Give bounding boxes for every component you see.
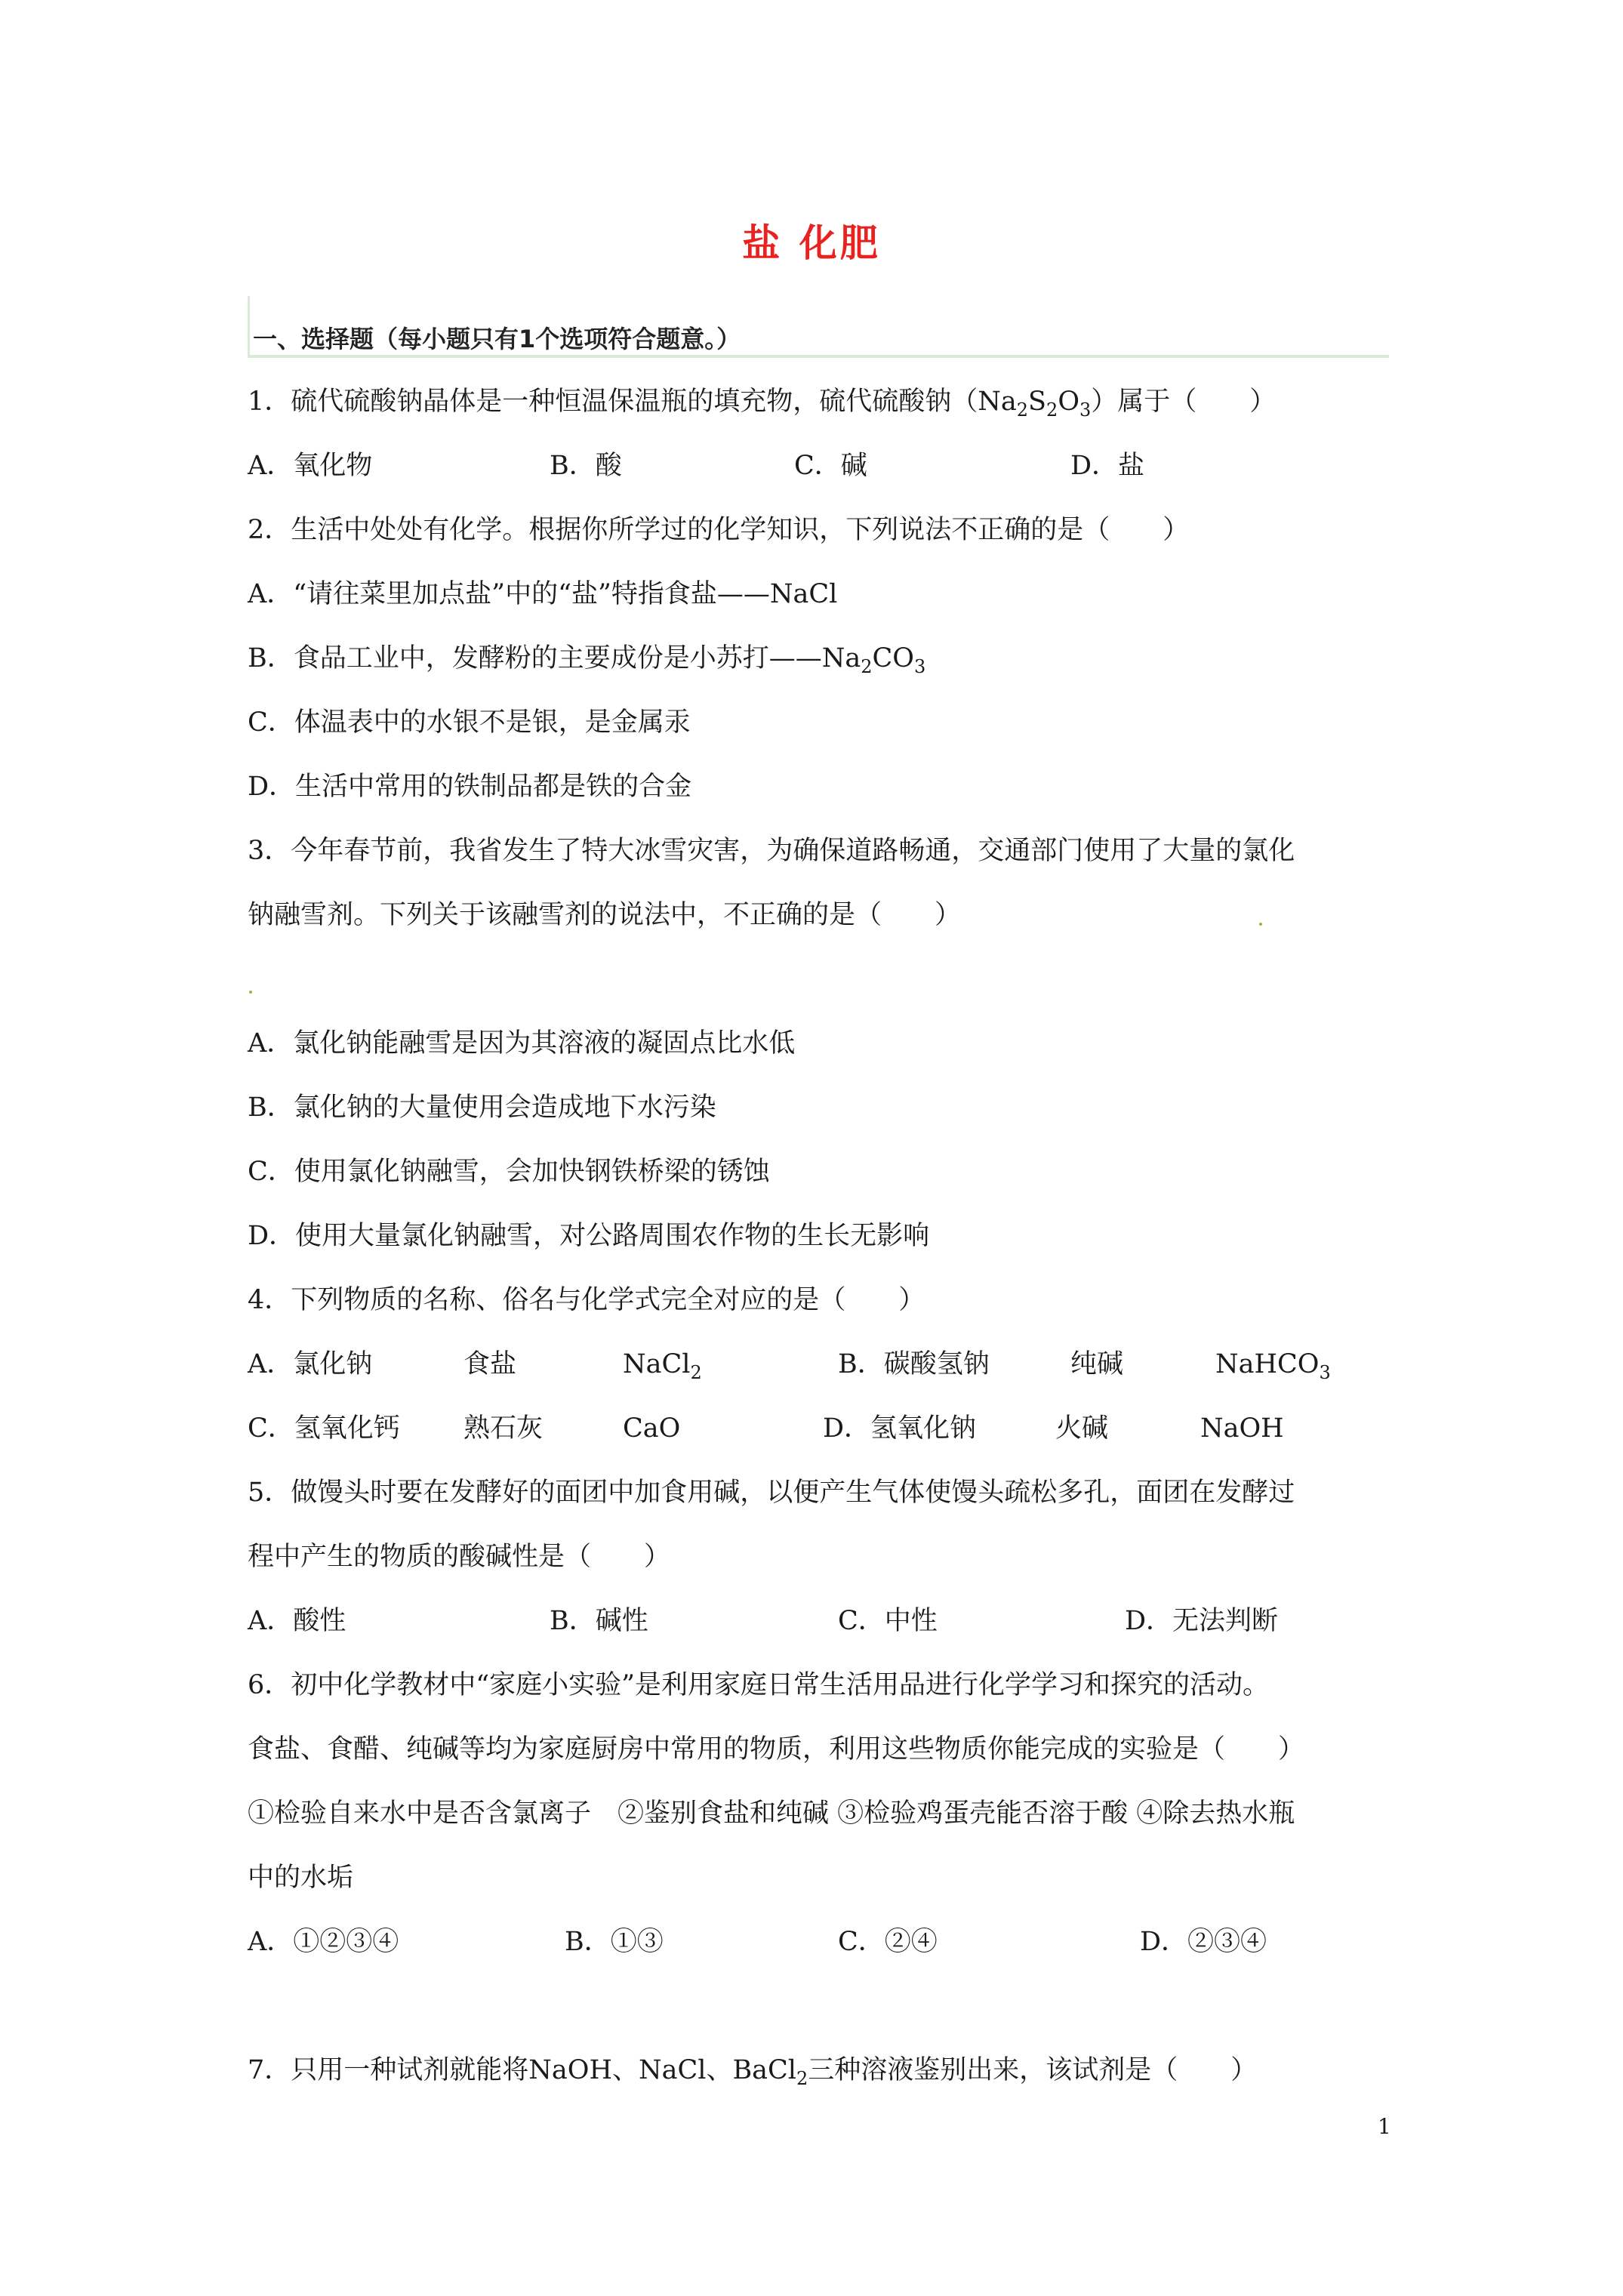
q5-option-d: D．无法判断 [1125,1606,1279,1636]
q5-option-a: A．酸性 [248,1606,346,1636]
q1-option-d: D．盐 [1070,451,1145,481]
q7-stem: 7．只用一种试剂就能将NaOH、NaCl、BaCl$_2$三种溶液鉴别出来，该试剂是（ ） [248,2055,1258,2089]
speck-mark [1259,923,1262,926]
q5-option-b: B．碱性 [550,1606,648,1636]
q1-option-a: A．氧化物 [248,451,373,481]
q6-option-c: C．②④ [838,1927,938,1957]
q5-option-c: C．中性 [838,1606,938,1636]
section-marker [248,296,250,356]
q6-option-d: D．②③④ [1140,1927,1267,1957]
q3-option-b: B．氯化钠的大量使用会造成地下水污染 [248,1093,716,1123]
q4-option-c-name: C．氢氧化钙 [248,1413,400,1444]
q4-stem: 4．下列物质的名称、俗名与化学式完全对应的是（ ） [248,1285,925,1315]
page-number: 1 [1378,2114,1391,2139]
q1-option-c: C．碱 [794,451,867,481]
speck-mark [249,991,252,994]
q2-option-d: D．生活中常用的铁制品都是铁的合金 [248,772,692,802]
q4-option-a-common: 食盐 [463,1349,517,1379]
q6-option-a: A．①②③④ [248,1927,399,1957]
q4-option-a-formula: NaCl$_2$ [623,1349,702,1383]
q2-option-c: C．体温表中的水银不是银，是金属汞 [248,707,691,738]
q3-stem-line2: 钠融雪剂。下列关于该融雪剂的说法中，不正确的是（ ） [248,900,962,930]
q5-stem-line2: 程中产生的物质的酸碱性是（ ） [248,1542,671,1572]
q3-option-d: D．使用大量氯化钠融雪，对公路周围农作物的生长无影响 [248,1221,930,1251]
q6-stem-line2: 食盐、食醋、纯碱等均为家庭厨房中常用的物质，利用这些物质你能完成的实验是（ ） [248,1734,1305,1764]
page-title: 盐 化肥 [742,221,881,265]
section-underline [248,355,1389,358]
q3-option-a: A．氯化钠能融雪是因为其溶液的凝固点比水低 [248,1028,796,1059]
q1-option-b: B．酸 [550,451,622,481]
q3-option-c: C．使用氯化钠融雪，会加快钢铁桥梁的锈蚀 [248,1157,770,1187]
q4-option-d-common: 火碱 [1055,1413,1109,1444]
q4-option-a-name: A．氯化钠 [248,1349,373,1379]
q4-option-b-formula: NaHCO$_3$ [1215,1349,1331,1383]
q4-option-d-formula: NaOH [1200,1413,1284,1444]
q6-stem-line4: 中的水垢 [248,1863,354,1893]
q4-option-d-name: D．氢氧化钠 [823,1413,977,1444]
q6-option-b: B．①③ [565,1927,664,1957]
q4-option-b-common: 纯碱 [1070,1349,1124,1379]
section-heading: 一、选择题（每小题只有1个选项符合题意。） [253,325,741,353]
q3-stem-line1: 3．今年春节前，我省发生了特大冰雪灾害，为确保道路畅通，交通部门使用了大量的氯化 [248,836,1295,866]
q5-stem-line1: 5．做馒头时要在发酵好的面团中加食用碱，以便产生气体使馒头疏松多孔，面团在发酵过 [248,1478,1295,1508]
q6-stem-line3: ①检验自来水中是否含氯离子 ②鉴别食盐和纯碱 ③检验鸡蛋壳能否溶于酸 ④除去热水瓶 [248,1798,1295,1829]
q4-option-c-formula: CaO [623,1413,681,1444]
q2-option-a: A．“请往菜里加点盐”中的“盐”特指食盐——NaCl [248,579,838,609]
q2-option-b: B．食品工业中，发酵粉的主要成份是小苏打$——Na_2CO_3$ [248,643,926,677]
q2-stem: 2．生活中处处有化学。根据你所学过的化学知识，下列说法不正确的是（ ） [248,515,1190,545]
q1-stem: 1．硫代硫酸钠晶体是一种恒温保温瓶的填充物，硫代硫酸钠$(Na_2S_2O_3)$属于（ ） [248,387,1277,421]
q6-stem-line1: 6．初中化学教材中“家庭小实验”是利用家庭日常生活用品进行化学学习和探究的活动。 [248,1670,1270,1700]
q4-option-c-common: 熟石灰 [463,1413,544,1444]
q4-option-b-name: B．碳酸氢钠 [838,1349,990,1379]
